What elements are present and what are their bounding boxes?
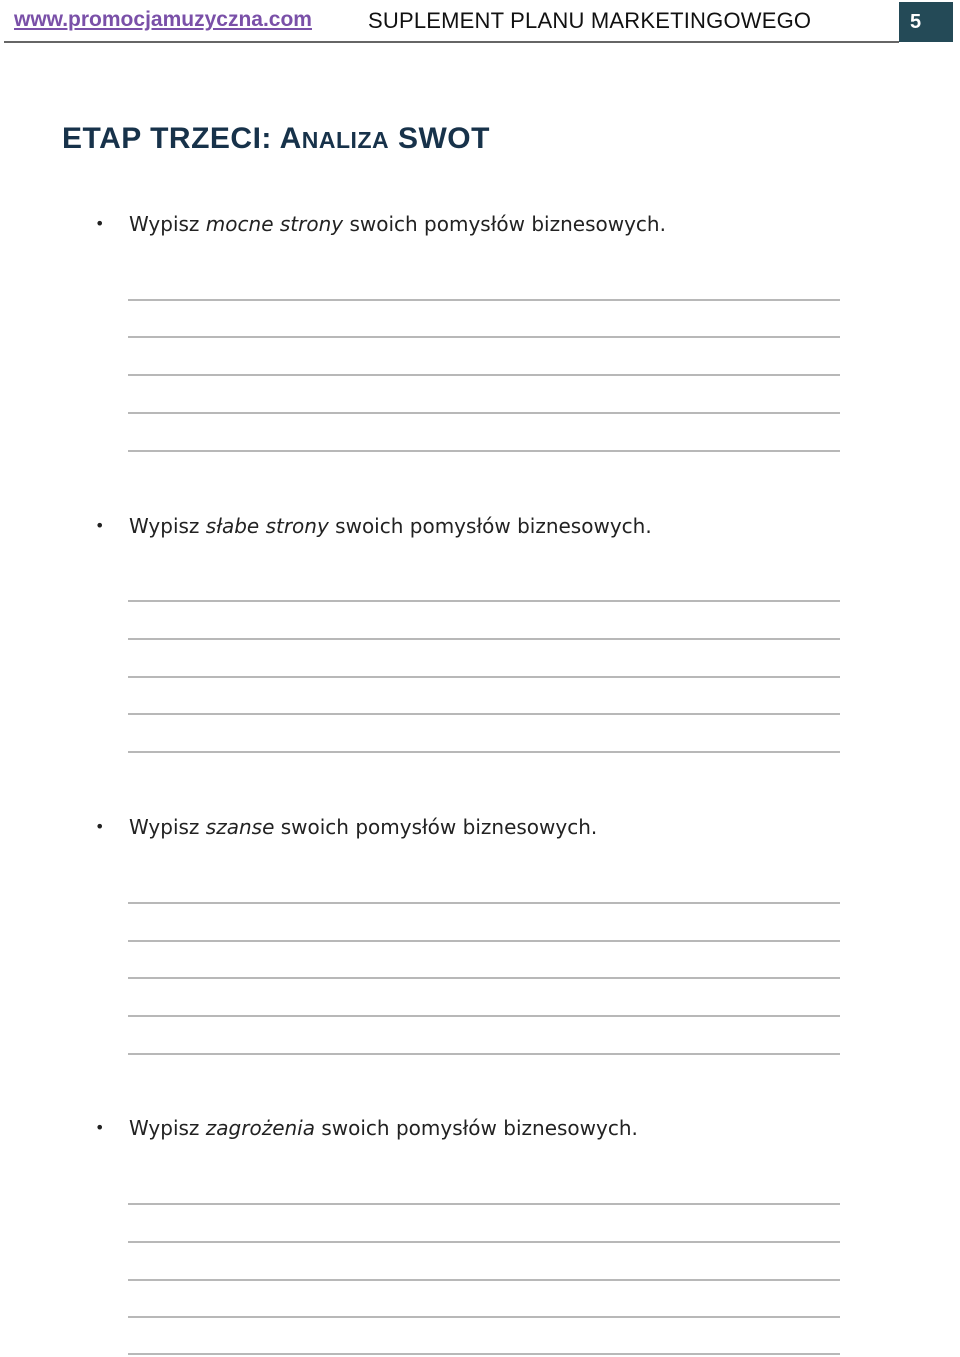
answer-line[interactable] <box>128 1015 840 1017</box>
answer-line[interactable] <box>128 600 840 602</box>
section-prompt <box>129 1115 638 1141</box>
page-number-badge: 5 <box>899 2 953 42</box>
answer-line[interactable] <box>128 1053 840 1055</box>
answer-line[interactable] <box>128 1353 840 1355</box>
prompt-lead: Wypisz <box>129 514 206 538</box>
answer-line[interactable] <box>128 638 840 640</box>
answer-line[interactable] <box>128 940 840 942</box>
bullet: • <box>95 817 105 836</box>
section-prompt <box>129 211 666 237</box>
bullet: • <box>95 516 105 535</box>
title-part-1: ETAP TRZECI: A <box>62 122 302 155</box>
prompt-tail: swoich pomysłów biznesowych. <box>328 514 652 538</box>
prompt-lead: Wypisz <box>129 1116 206 1140</box>
title-part-3: SWOT <box>389 122 490 155</box>
answer-line[interactable] <box>128 336 840 338</box>
prompt-emphasis: szanse <box>205 815 275 839</box>
prompt-lead: Wypisz <box>129 212 206 236</box>
site-link[interactable]: www.promocjamuzyczna.com <box>14 8 312 31</box>
title-part-2: NALIZA <box>301 127 390 153</box>
prompt-emphasis: słabe strony <box>205 514 329 538</box>
header-divider <box>4 41 899 43</box>
answer-line[interactable] <box>128 299 840 301</box>
prompt-emphasis: zagrożenia <box>205 1116 315 1140</box>
section-prompt <box>129 513 652 539</box>
page-header <box>0 0 960 44</box>
prompt-tail: swoich pomysłów biznesowych. <box>274 815 598 839</box>
prompt-emphasis: mocne strony <box>205 212 344 236</box>
bullet: • <box>95 1118 105 1137</box>
prompt-tail: swoich pomysłów biznesowych. <box>343 212 666 236</box>
section-prompt <box>129 814 597 840</box>
answer-line[interactable] <box>128 1241 840 1243</box>
answer-line[interactable] <box>128 412 840 414</box>
answer-line[interactable] <box>128 902 840 904</box>
prompt-tail: swoich pomysłów biznesowych. <box>315 1116 638 1140</box>
answer-line[interactable] <box>128 977 840 979</box>
answer-line[interactable] <box>128 1316 840 1318</box>
answer-line[interactable] <box>128 450 840 452</box>
answer-line[interactable] <box>128 713 840 715</box>
answer-line[interactable] <box>128 751 840 753</box>
header-title: SUPLEMENT PLANU MARKETINGOWEGO <box>368 8 812 33</box>
answer-line[interactable] <box>128 1203 840 1205</box>
bullet: • <box>95 214 105 233</box>
page-title <box>62 122 490 156</box>
answer-line[interactable] <box>128 676 840 678</box>
answer-line[interactable] <box>128 1279 840 1281</box>
answer-line[interactable] <box>128 374 840 376</box>
prompt-lead: Wypisz <box>129 815 206 839</box>
